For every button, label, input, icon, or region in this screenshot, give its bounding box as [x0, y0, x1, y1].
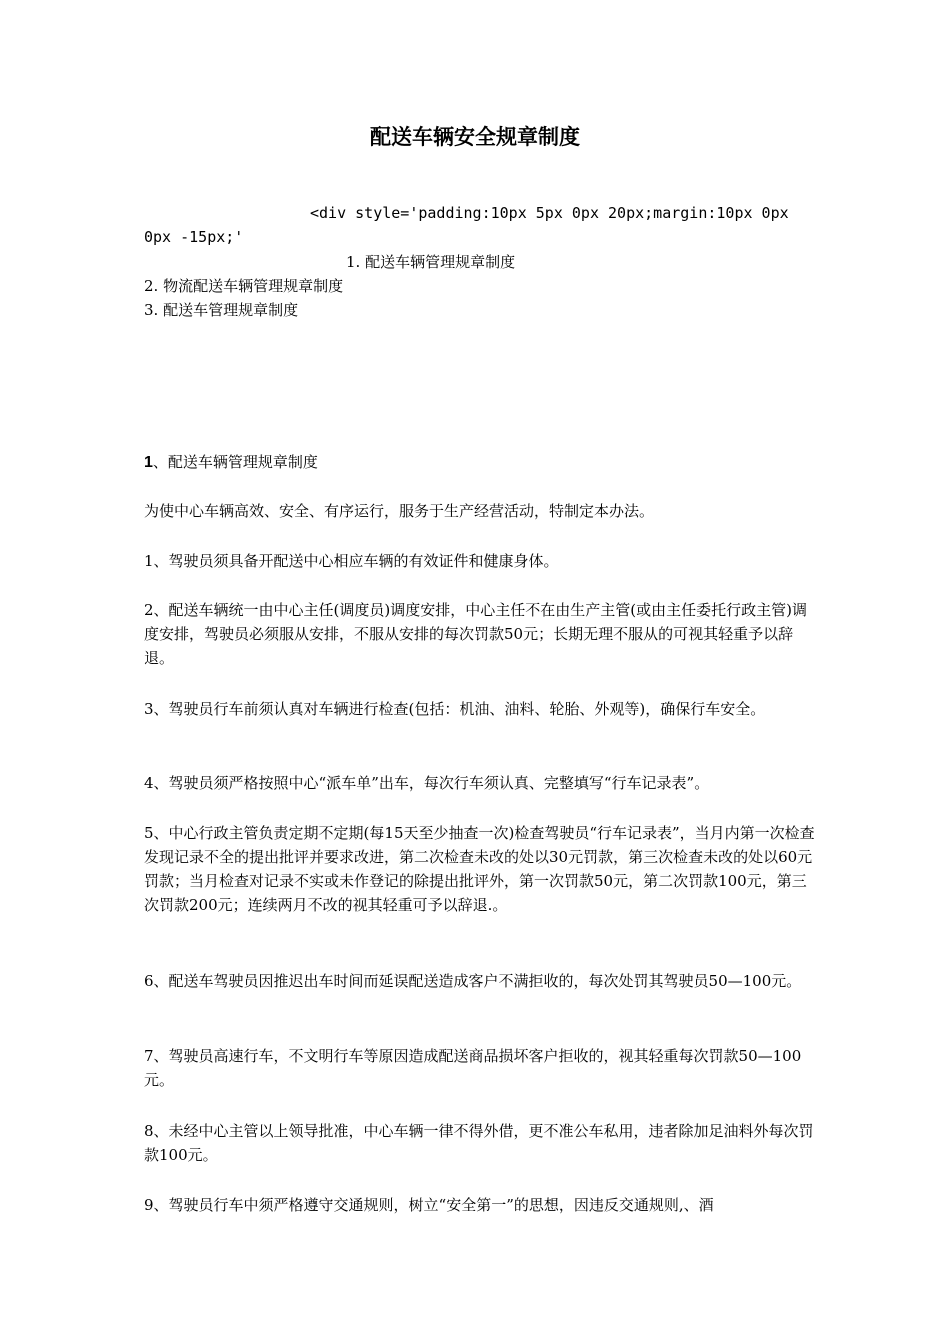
stray-code-line-2: 0px -15px;' — [144, 228, 244, 246]
stray-code-line-1: <div style='padding:10px 5px 0px 20px;margin:10px 0px — [310, 204, 789, 222]
rule-paragraph-2: 2、配送车辆统一由中心主任(调度员)调度安排，中心主任不在由生产主管(或由主任委托行政主管)调度安排，驾驶员必须服从安排，不服从安排的每次罚款50元；长期无理不服从的可视其轻重予以辞退。 — [144, 601, 807, 667]
rule-paragraph-5: 5、中心行政主管负责定期不定期(每15天至少抽查一次)检查驾驶员“行车记录表”，当月内第一次检查发现记录不全的提出批评并要求改进，第二次检查未改的处以30元罚款，第三次检查未改的处以60元罚款；当月检查对记录不实或未作登记的除提出批评外，第一次罚款50元，第二次罚款100元，第三次罚款200元；连续两月不改的视其轻重可予以辞退.。 — [144, 824, 815, 914]
rule-paragraph-7: 7、驾驶员高速行车，不文明行车等原因造成配送商品损坏客户拒收的，视其轻重每次罚款50—100元。 — [144, 1047, 802, 1089]
section-number: 1 — [144, 454, 153, 471]
toc-item-2: 2. 物流配送车辆管理规章制度 — [144, 277, 344, 295]
document-title: 配送车辆安全规章制度 — [370, 124, 580, 149]
rule-paragraph-6: 6、配送车驾驶员因推迟出车时间而延误配送造成客户不满拒收的，每次处罚其驾驶员50—100元。 — [144, 972, 802, 990]
rule-paragraph-3: 3、驾驶员行车前须认真对车辆进行检查(包括：机油、油料、轮胎、外观等)，确保行车安全。 — [144, 700, 766, 718]
rule-paragraph-8: 8、未经中心主管以上领导批准，中心车辆一律不得外借，更不准公车私用，违者除加足油料外每次罚款100元。 — [144, 1122, 814, 1164]
rule-paragraph-4: 4、驾驶员须严格按照中心“派车单”出车，每次行车须认真、完整填写“行车记录表”。 — [144, 774, 710, 792]
section-heading-text: 、配送车辆管理规章制度 — [152, 453, 318, 471]
intro-paragraph: 为使中心车辆高效、安全、有序运行，服务于生产经营活动，特制定本办法。 — [144, 502, 655, 520]
rule-paragraph-1: 1、驾驶员须具备开配送中心相应车辆的有效证件和健康身体。 — [144, 552, 559, 570]
toc-item-1: 1. 配送车辆管理规章制度 — [346, 253, 516, 271]
section-heading — [144, 450, 318, 475]
rule-paragraph-9: 9、驾驶员行车中须严格遵守交通规则，树立“安全第一”的思想，因违反交通规则,、酒 — [144, 1196, 714, 1214]
toc-item-3: 3. 配送车管理规章制度 — [144, 301, 299, 319]
